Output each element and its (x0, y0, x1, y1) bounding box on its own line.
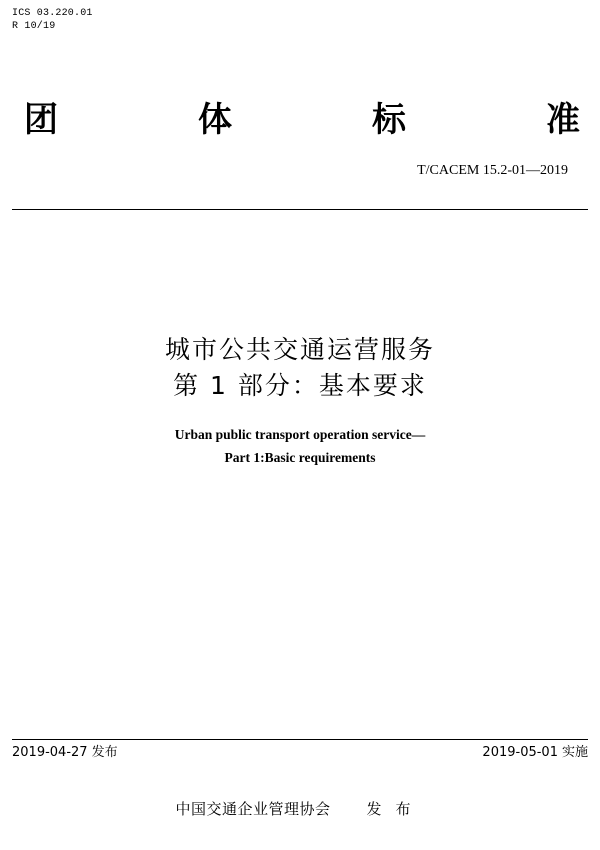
bottom-divider (12, 739, 588, 740)
english-title-line-2: Part 1:Basic requirements (224, 450, 376, 465)
top-divider (12, 209, 588, 210)
issue-date (12, 744, 118, 762)
standard-type-char: 准 (546, 100, 580, 140)
standard-type-char: 团 (24, 100, 58, 140)
issue-date-value: 2019-04-27 (12, 745, 88, 760)
chinese-title-line-1: 城市公共交通运营服务 (164, 335, 435, 364)
chinese-title-line-2: 第 1 部分：基本要求 (173, 371, 427, 400)
implementation-date (482, 744, 588, 762)
issue-date-label: 发布 (91, 745, 118, 760)
implementation-date-label: 实施 (561, 745, 588, 760)
ccs-code: R 10/19 (12, 21, 56, 32)
publisher-organization: 中国交通企业管理协会 (175, 800, 331, 818)
standard-type-char: 标 (372, 100, 406, 140)
implementation-date-value: 2019-05-01 (482, 745, 558, 760)
standard-number: T/CACEM 15.2-01—2019 (417, 163, 568, 178)
english-title-line-1: Urban public transport operation service— (174, 427, 426, 442)
ics-code: ICS 03.220.01 (12, 8, 93, 19)
standard-type-heading (24, 100, 580, 140)
publisher-action: 发布 (366, 800, 425, 818)
classification-codes (12, 7, 93, 33)
standard-type-char: 体 (198, 100, 232, 140)
publisher-line (0, 799, 600, 819)
